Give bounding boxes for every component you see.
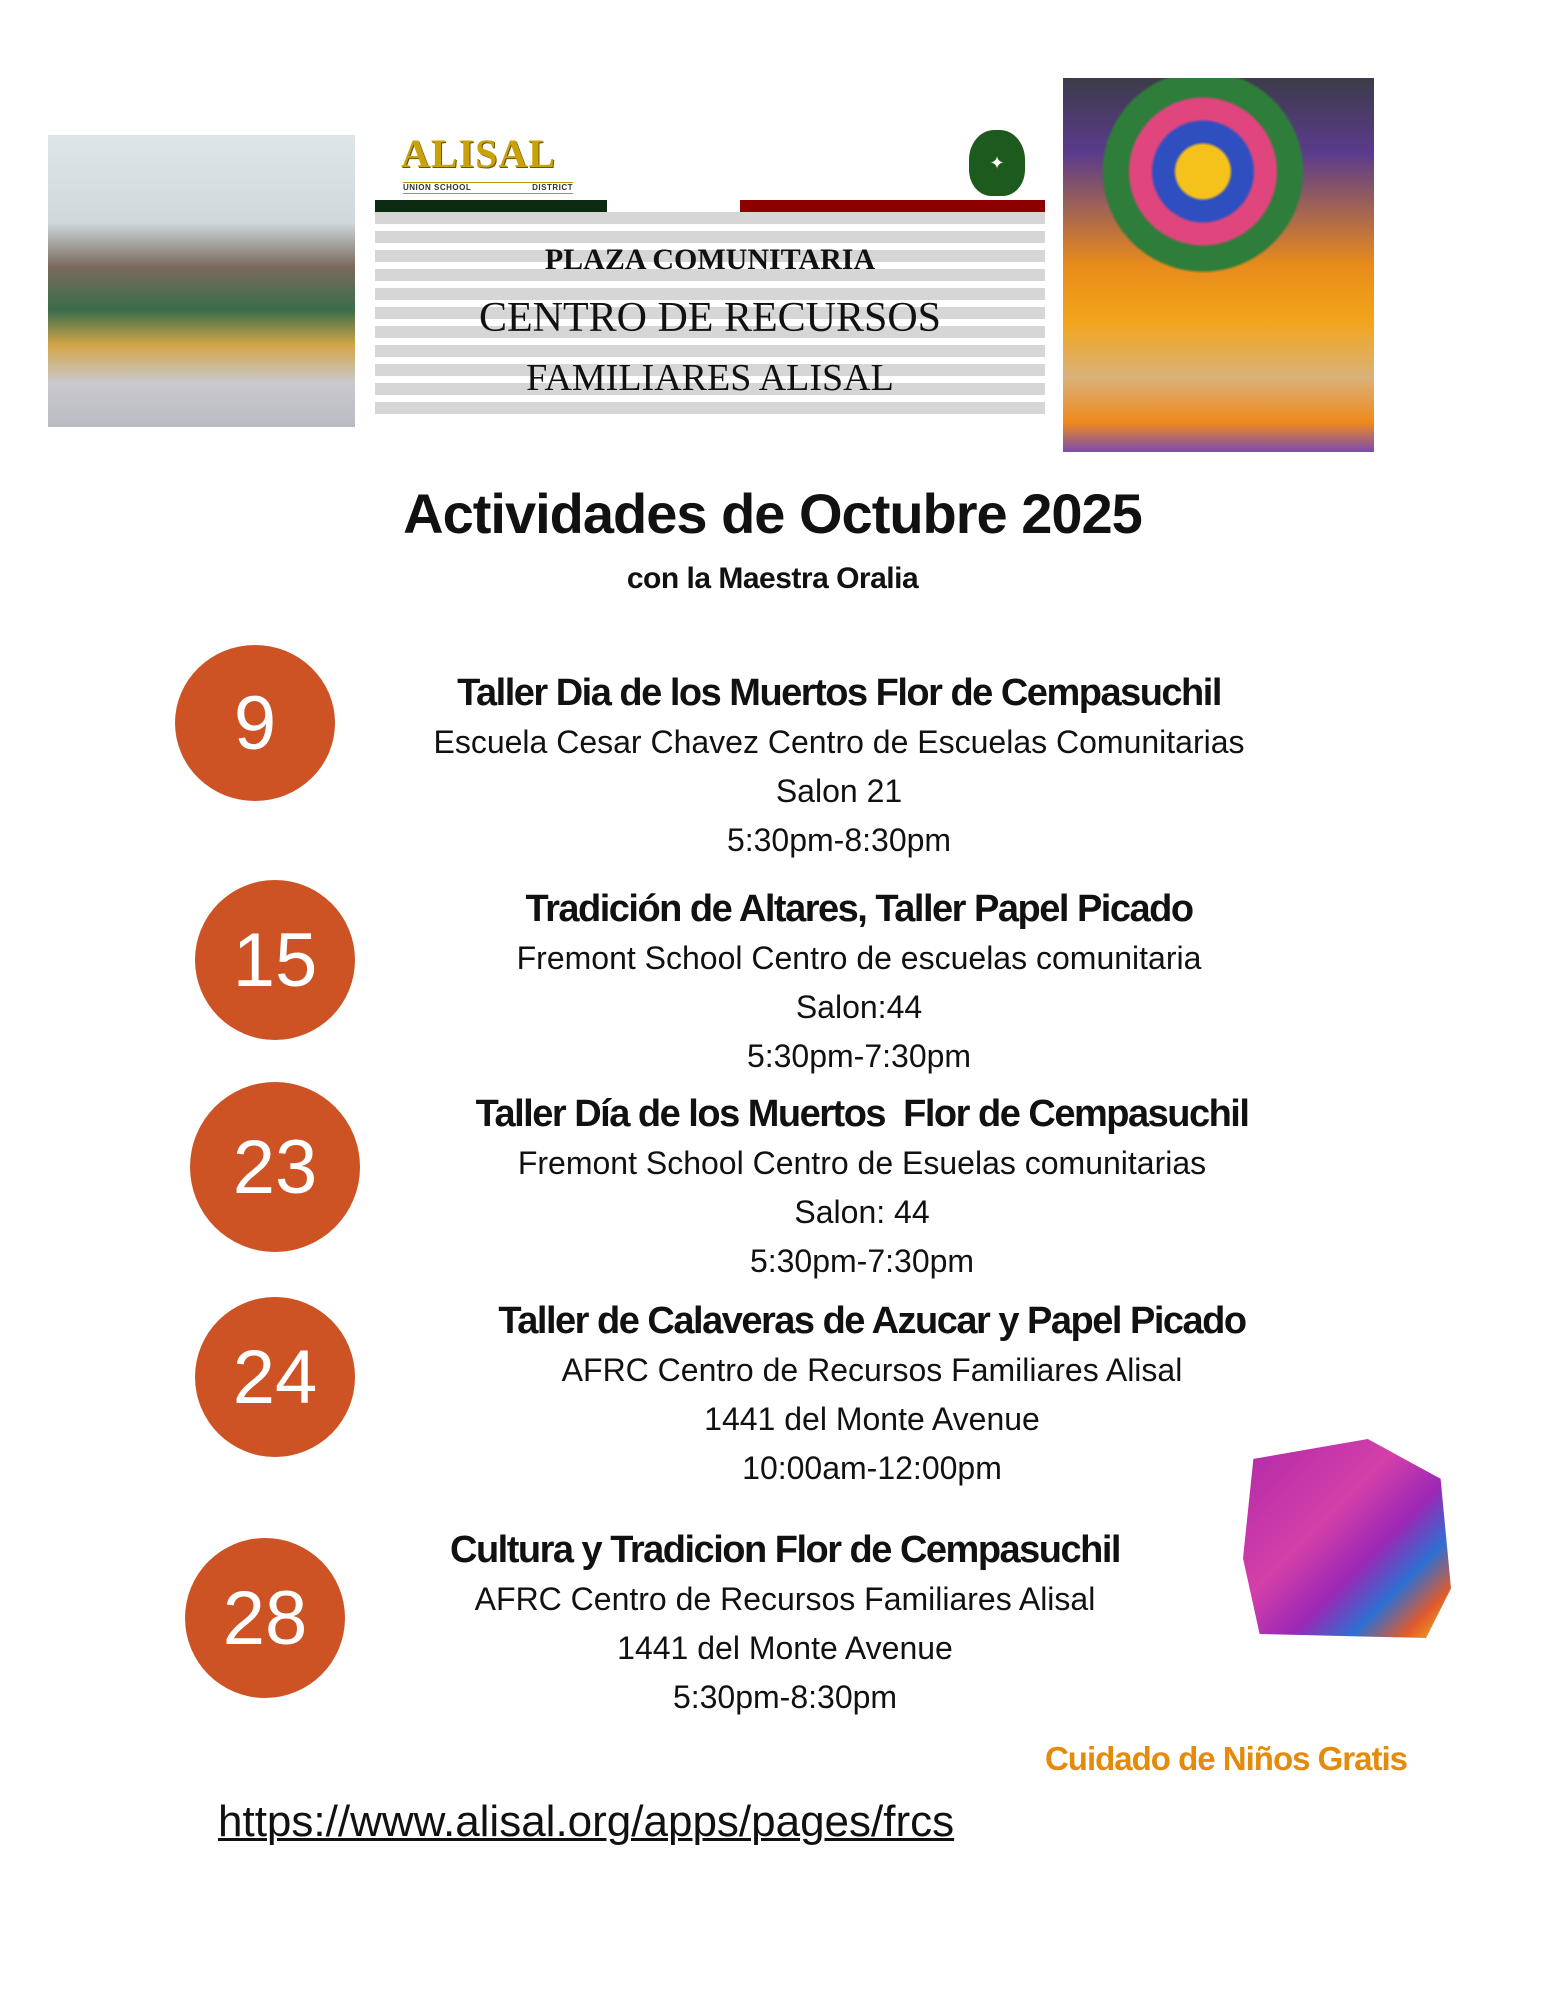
event-time: 5:30pm-8:30pm	[672, 1679, 898, 1715]
banner-green-bar	[375, 200, 607, 212]
event-time: 5:30pm-7:30pm	[746, 1038, 972, 1074]
banner-line-3: FAMILIARES ALISAL	[526, 357, 894, 399]
logo-sub-right: DISTRICT	[532, 183, 573, 192]
event-location: Fremont School Centro de escuelas comunitaria	[516, 940, 1202, 976]
event-item	[362, 1090, 1362, 1286]
logo-sub-left: UNION SCHOOL	[403, 183, 472, 192]
family-emblem-icon: ✦	[969, 130, 1025, 196]
alisal-logo-sub	[403, 182, 573, 194]
event-title: Taller Día de los Muertos Flor de Cempasuchil	[475, 1093, 1249, 1135]
event-title: Taller Dia de los Muertos Flor de Cempasuchil	[457, 672, 1221, 714]
event-location: Fremont School Centro de Esuelas comunitarias	[517, 1145, 1207, 1181]
header-banner	[375, 126, 1045, 420]
date-circle: 9	[175, 645, 335, 801]
childcare-note: Cuidado de Niños Gratis	[1044, 1740, 1407, 1777]
event-item	[359, 885, 1359, 1081]
date-circle: 15	[195, 880, 355, 1040]
event-location: AFRC Centro de Recursos Familiares Alisal	[474, 1581, 1096, 1617]
event-room: 1441 del Monte Avenue	[617, 1630, 953, 1666]
event-location: AFRC Centro de Recursos Familiares Alisal	[561, 1352, 1183, 1388]
event-item	[372, 1297, 1372, 1493]
banner-line-2: CENTRO DE RECURSOS	[478, 295, 942, 341]
event-title: Cultura y Tradicion Flor de Cempasuchil	[450, 1529, 1120, 1571]
event-time: 5:30pm-8:30pm	[726, 822, 952, 858]
event-room: Salon: 44	[794, 1194, 930, 1230]
banner-line-1: PLAZA COMUNITARIA	[544, 243, 876, 276]
group-photo	[48, 135, 355, 427]
page-title: Actividades de Octubre 2025	[403, 482, 1142, 545]
event-location: Escuela Cesar Chavez Centro de Escuelas Comunitarias	[433, 724, 1245, 760]
date-circle: 28	[185, 1538, 345, 1698]
altar-photo	[1063, 78, 1374, 452]
date-circle: 23	[190, 1082, 360, 1252]
banner-red-bar	[740, 200, 1045, 212]
event-room: 1441 del Monte Avenue	[704, 1401, 1040, 1437]
website-link[interactable]: https://www.alisal.org/apps/pages/frcs	[218, 1797, 955, 1846]
event-item	[339, 669, 1339, 865]
alisal-logo: ALISAL	[401, 131, 556, 176]
event-time: 5:30pm-7:30pm	[749, 1243, 975, 1279]
event-title: Taller de Calaveras de Azucar y Papel Picado	[498, 1300, 1246, 1342]
date-circle: 24	[195, 1297, 355, 1457]
event-item	[335, 1526, 1235, 1722]
event-room: Salon:44	[795, 989, 923, 1025]
page-subtitle: con la Maestra Oralia	[626, 562, 919, 595]
papel-picado-image	[1243, 1439, 1451, 1638]
event-room: Salon 21	[775, 773, 903, 809]
event-time: 10:00am-12:00pm	[742, 1450, 1002, 1486]
event-title: Tradición de Altares, Taller Papel Picado	[525, 888, 1193, 930]
